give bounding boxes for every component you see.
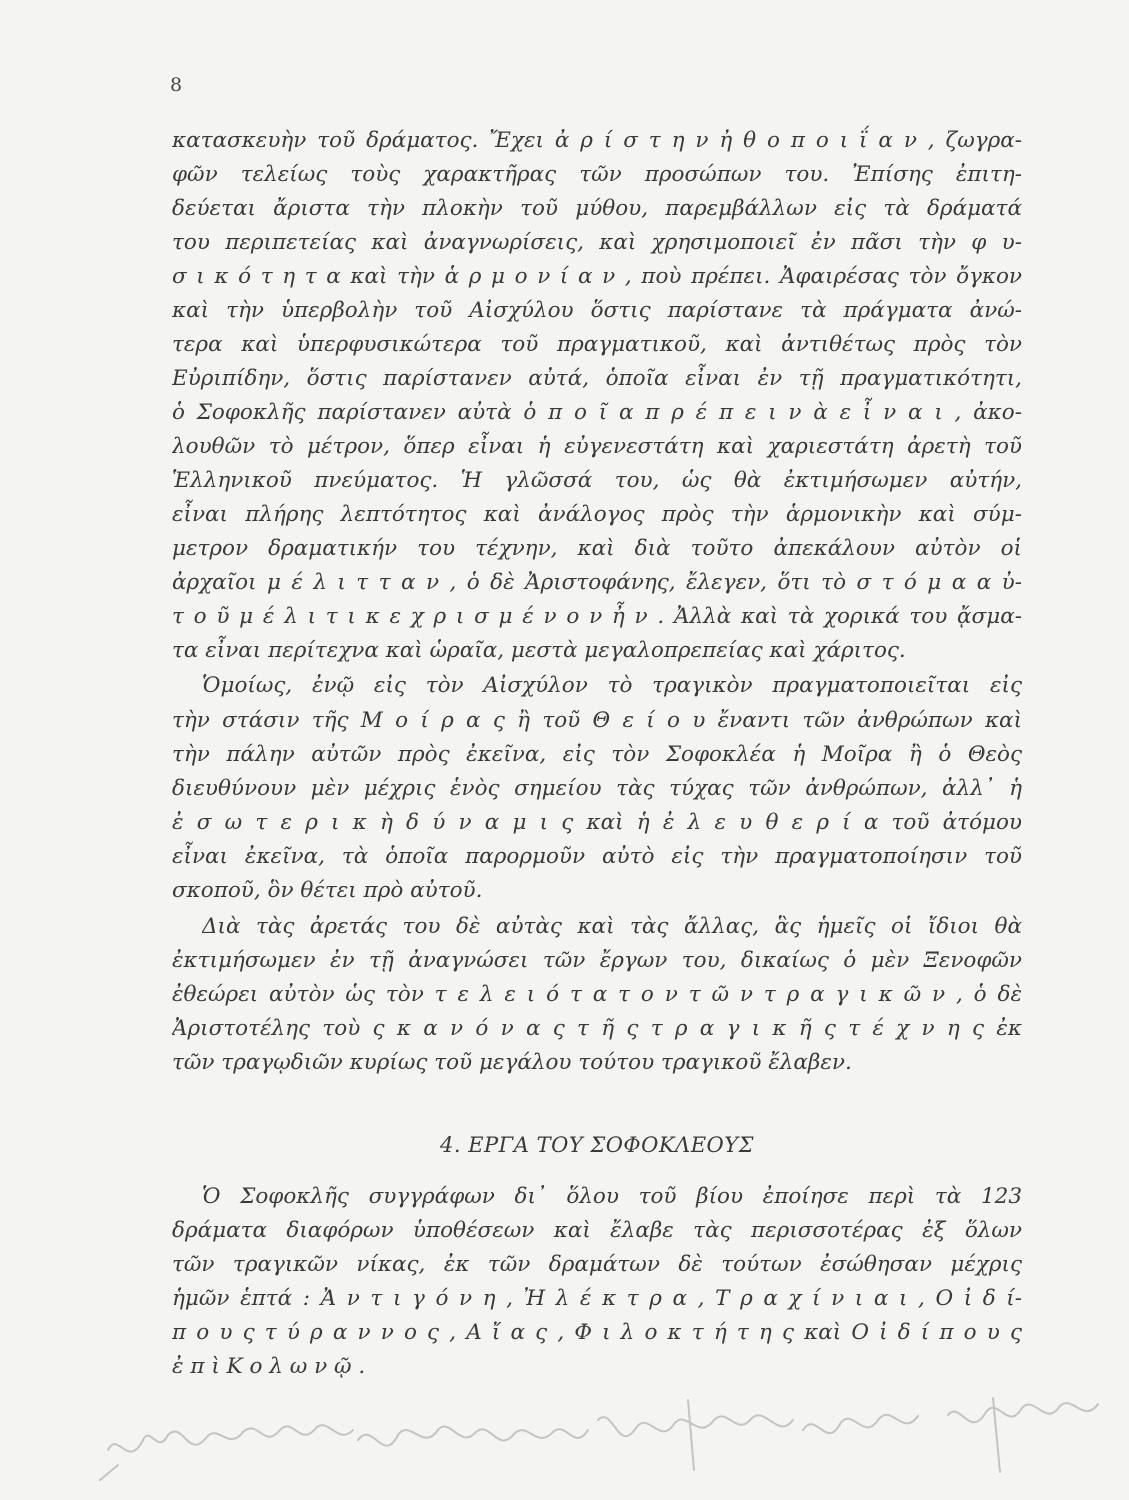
body-line: του περιπετείας καὶ ἀναγνωρίσεις, καὶ χρησιμοποιεῖ ἐν πᾶσι τὴν φ υ- — [172, 230, 1022, 255]
section-line: Ὁ Σοφοκλῆς συγγράφων δι᾽ ὅλου τοῦ βίου ἐποίησε περὶ τὰ 123 — [202, 1184, 1022, 1209]
body-line: τα εἶναι περίτεχνα καὶ ὡραῖα, μεστὰ μεγαλοπρεπείας καὶ χάριτος. — [172, 638, 906, 663]
body-line: ἀρχαῖοι μ έ λ ι τ τ α ν , ὁ δὲ Ἀριστοφάνης, ἔλεγεν, ὅτι τὸ σ τ ό μ α α ὐ- — [172, 570, 1022, 595]
body-line: καὶ τὴν ὑπερβολὴν τοῦ Αἰσχύλου ὅστις παρίστανε τὰ πράγματα ἀνώ- — [172, 298, 1022, 323]
section-line: ἡμῶν ἑπτά : Ἀ ν τ ι γ ό ν η , Ἠ λ έ κ τ ρ α , Τ ρ α χ ί ν ι α ι , Ο ἰ δ ί- — [172, 1286, 1022, 1311]
section-line: ἐ π ὶ Κ ο λ ω ν ῷ . — [172, 1354, 366, 1379]
body-line: Ἀριστοτέλης τοὺ ς κ α ν ό ν α ς τ ῆ ς τ ρ α γ ι κ ῆ ς τ έ χ ν η ς ἐκ — [172, 1016, 1022, 1041]
section-line: τῶν τραγικῶν νίκας, ἐκ τῶν δραμάτων δὲ τούτων ἐσώθησαν μέχρις — [172, 1252, 1022, 1277]
section-heading: 4. ΕΡΓΑ ΤΟΥ ΣΟΦΟΚΛΕΟΥΣ — [440, 1133, 754, 1157]
body-line: τὴν πάλην αὐτῶν πρὸς ἐκεῖνα, εἰς τὸν Σοφοκλέα ἡ Μοῖρα ἢ ὁ Θεὸς — [172, 742, 1022, 767]
body-line: σκοποῦ, ὃν θέτει πρὸ αὐτοῦ. — [172, 878, 483, 903]
section-line: π ο υ ς τ ύ ρ α ν ν ο ς , Α ἴ α ς , Φ ι λ ο κ τ ή τ η ς καὶ Ο ἰ δ ί π ο υ ς — [172, 1320, 1022, 1345]
body-line: εἶναι ἐκεῖνα, τὰ ὁποῖα παρορμοῦν αὐτὸ εἰς τὴν πραγματοποίησιν τοῦ — [172, 844, 1022, 869]
body-line: τ ο ῦ μ έ λ ι τ ι κ ε χ ρ ι σ μ έ ν ο ν ἦ ν . Ἀλλὰ καὶ τὰ χορικά του ᾄσμα- — [172, 604, 1022, 629]
body-line: Διὰ τὰς ἀρετάς του δὲ αὐτὰς καὶ τὰς ἄλλας, ἃς ἡμεῖς οἱ ἴδιοι θὰ — [202, 914, 1022, 939]
body-line: εἶναι πλήρης λεπτότητος καὶ ἀνάλογος πρὸς τὴν ἁρμονικὴν καὶ σύμ- — [172, 502, 1022, 527]
body-line: ὁ Σοφοκλῆς παρίστανεν αὐτὰ ὁ π ο ῖ α π ρ έ π ε ι ν ὰ ε ἶ ν α ι , ἀκο- — [172, 400, 1022, 425]
body-line: Εὐριπίδην, ὅστις παρίστανεν αὐτά, ὁποῖα εἶναι ἐν τῇ πραγματικότητι, — [172, 366, 1022, 391]
body-line: ἐ σ ω τ ε ρ ι κ ὴ δ ύ ν α μ ι ς καὶ ἡ ἐ λ ε υ θ ε ρ ί α τοῦ ἀτόμου — [172, 810, 1022, 835]
body-line: Ὁμοίως, ἐνῷ εἰς τὸν Αἰσχύλον τὸ τραγικὸν πραγματοποιεῖται εἰς — [202, 673, 1022, 698]
body-line: μετρον δραματικήν του τέχνην, καὶ διὰ τοῦτο ἀπεκάλουν αὐτὸν οἱ — [172, 536, 1022, 561]
body-line: σ ι κ ό τ η τ α καὶ τὴν ἁ ρ μ ο ν ί α ν , ποὺ πρέπει. Ἀφαιρέσας τὸν ὄγκον — [172, 264, 1022, 289]
body-line: τῶν τραγῳδιῶν κυρίως τοῦ μεγάλου τούτου τραγικοῦ ἔλαβεν. — [172, 1050, 852, 1075]
body-line: Ἑλληνικοῦ πνεύματος. Ἡ γλῶσσά του, ὡς θὰ ἐκτιμήσωμεν αὐτήν, — [172, 468, 1022, 493]
body-line: ἐθεώρει αὐτὸν ὡς τὸν τ ε λ ε ι ό τ α τ ο ν τ ῶ ν τ ρ α γ ι κ ῶ ν , ὁ δὲ — [172, 982, 1022, 1007]
body-line: φῶν τελείως τοὺς χαρακτῆρας τῶν προσώπων του. Ἐπίσης ἐπιτη- — [172, 162, 1022, 187]
body-line: τερα καὶ ὑπερφυσικώτερα τοῦ πραγματικοῦ, καὶ ἀντιθέτως πρὸς τὸν — [172, 332, 1022, 357]
page-number: 8 — [170, 74, 183, 96]
pencil-handwriting — [88, 1380, 1118, 1490]
body-line: διευθύνουν μὲν μέχρις ἑνὸς σημείου τὰς τύχας τῶν ἀνθρώπων, ἀλλ᾽ ἡ — [172, 776, 1022, 801]
body-line: ἐκτιμήσωμεν ἐν τῇ ἀναγνώσει τῶν ἔργων του, δικαίως ὁ μὲν Ξενοφῶν — [172, 948, 1022, 973]
body-line: λουθῶν τὸ μέτρον, ὅπερ εἶναι ἡ εὐγενεστάτη καὶ χαριεστάτη ἀρετὴ τοῦ — [172, 434, 1022, 459]
body-line: τὴν στάσιν τῆς Μ ο ί ρ α ς ἢ τοῦ Θ ε ί ο υ ἔναντι τῶν ἀνθρώπων καὶ — [172, 708, 1022, 733]
body-line: κατασκευὴν τοῦ δράματος. Ἔχει ἀ ρ ί σ τ η ν ἠ θ ο π ο ι ΐ α ν , ζωγρα- — [172, 128, 1022, 153]
body-line: δεύεται ἄριστα τὴν πλοκὴν τοῦ μύθου, παρεμβάλλων εἰς τὰ δράματά — [172, 196, 1022, 221]
section-line: δράματα διαφόρων ὑποθέσεων καὶ ἔλαβε τὰς περισσοτέρας ἐξ ὅλων — [172, 1218, 1022, 1243]
